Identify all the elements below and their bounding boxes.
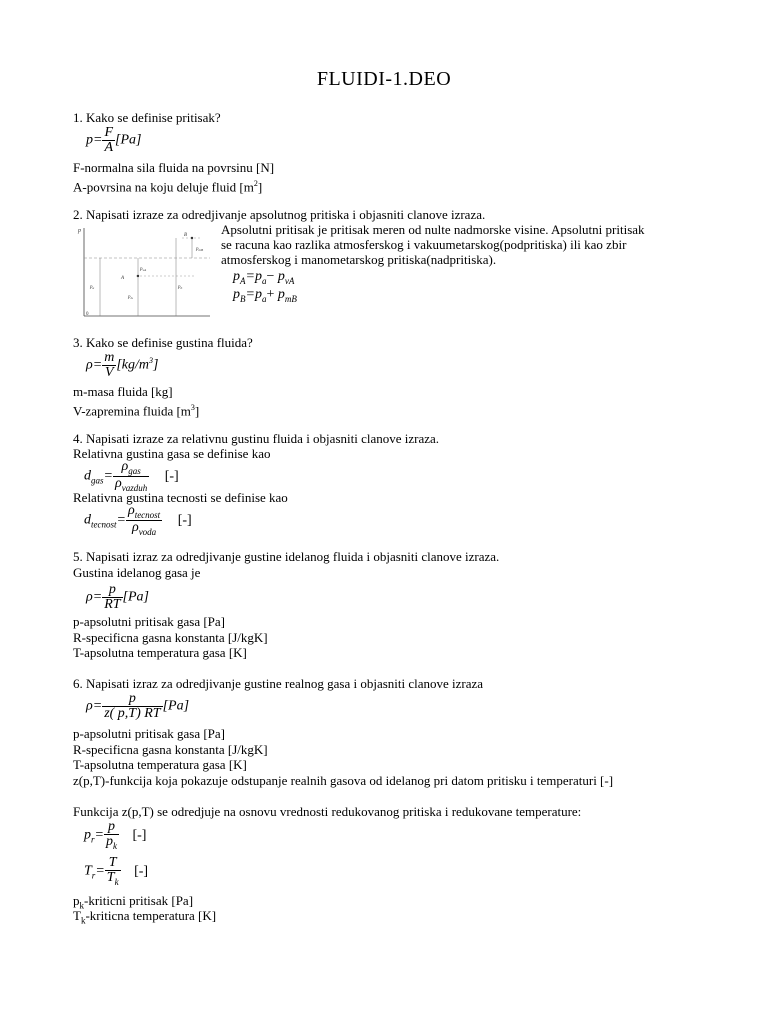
relative-density-liquid-formula: $d_{tecnost}=$ $\frac{\rho_{tecnost}}{\rho_{voda}}$ [-] [84,503,192,537]
absolute-pressure-text: Apsolutni pritisak je pritisak meren od nulte nadmorske visine. Apsolutni pritisak [221,222,645,237]
pb-label: $p_b$ [178,285,183,290]
definition-line: V-zapremina fluida $[m^3]$ [73,403,200,419]
gas-intro: Relativna gustina gasa se definise kao [73,446,271,461]
question-1: 1. Kako se definise pritisak? [73,110,221,125]
definition-line: p-apsolutni pritisak gasa [Pa] [73,614,225,629]
pressure-formula: p= $\frac{F}{A}$ [Pa] [86,125,142,155]
question-5: 5. Napisati izraz za odredjivanje gustine idelanog fluida i objasniti clanove izraza. [73,549,500,564]
reduced-intro: Funkcija z(p,T) se odredjuje na osnovu vrednosti redukovanog pritiska i redukovane temperature: [73,804,582,819]
relative-density-gas-formula: $d_{gas}=$ $\frac{\rho_{gas}}{\rho_{vazduh}}$ [-] [84,459,179,493]
point-a-label: A [121,276,125,281]
question-2: 2. Napisati izraze za odredjivanje apsolutnog pritiska i objasniti clanove izraza. [73,207,486,222]
p-axis-label: p [78,228,81,234]
definition-line: T-apsolutna temperatura gasa [K] [73,757,247,772]
definition-line: p-apsolutni pritisak gasa [Pa] [73,726,225,741]
zero-label: 0 [86,312,89,317]
pressure-diagram [76,224,212,320]
question-6: 6. Napisati izraz za odredjivanje gustine realnog gasa i objasniti clanove izraza [73,676,484,691]
pmb-label: $p_{mB}$ [196,247,204,252]
ideal-gas-intro: Gustina idelanog gasa je [73,565,201,580]
pA-label: $p_A$ [128,295,133,300]
real-gas-density-formula: ρ= $\frac{p}{z( p,T) RT}$ [Pa] [86,691,190,721]
formula-pB: $p_B=p_a+ p_{mB}$ [233,287,297,304]
definition-line: R-specificna gasna konstanta [J/kgK] [73,742,268,757]
reduced-temperature-formula: $T_r=$ $\frac{T}{T_k}$ [-] [84,855,149,887]
definition-line: R-specificna gasna konstanta [J/kgK] [73,630,268,645]
definition-line: F-normalna sila fluida na povrsinu [N] [73,160,275,175]
absolute-pressure-text: se racuna kao razlika atmosferskog i vakuumetarskog(podpritiska) ili kao zbir [221,237,627,252]
question-4: 4. Napisati izraze za relativnu gustinu fluida i objasniti clanove izraza. [73,431,440,446]
point-b-label: B [184,233,188,238]
liquid-intro: Relativna gustina tecnosti se definise kao [73,490,288,505]
definition-line: $p_k$-kriticni pritisak [Pa] [73,893,194,911]
definition-line: A-povrsina na koju deluje fluid $[m^2]$ [73,179,263,195]
density-formula: ρ= $\frac{m}{V}$ $[kg/m^3]$ [86,350,159,380]
definition-line: T-apsolutna temperatura gasa [K] [73,645,247,660]
pva-label: $p_{vA}$ [140,267,147,272]
pa-label: $p_a$ [90,285,95,290]
ideal-gas-density-formula: ρ= $\frac{p}{RT}$ [Pa] [86,582,149,612]
reduced-pressure-formula: $p_r=$ $\frac{p}{p_k}$ [-] [84,819,147,851]
definition-line: z(p,T)-funkcija koja pokazuje odstupanje realnih gasova od idelanog pri datom pritisku i temperaturi [-] [73,773,614,788]
definition-line: m-masa fluida [kg] [73,384,173,399]
definition-line: $T_k$-kriticna temperatura [K] [73,908,217,926]
question-3: 3. Kako se definise gustina fluida? [73,335,253,350]
document-title: FLUIDI-1.DEO [316,68,452,90]
absolute-pressure-text: atmosferskog i manometarskog pritiska(nadpritiska). [221,252,497,267]
formula-pA: $p_A=p_a- p_{vA}$ [233,269,295,286]
